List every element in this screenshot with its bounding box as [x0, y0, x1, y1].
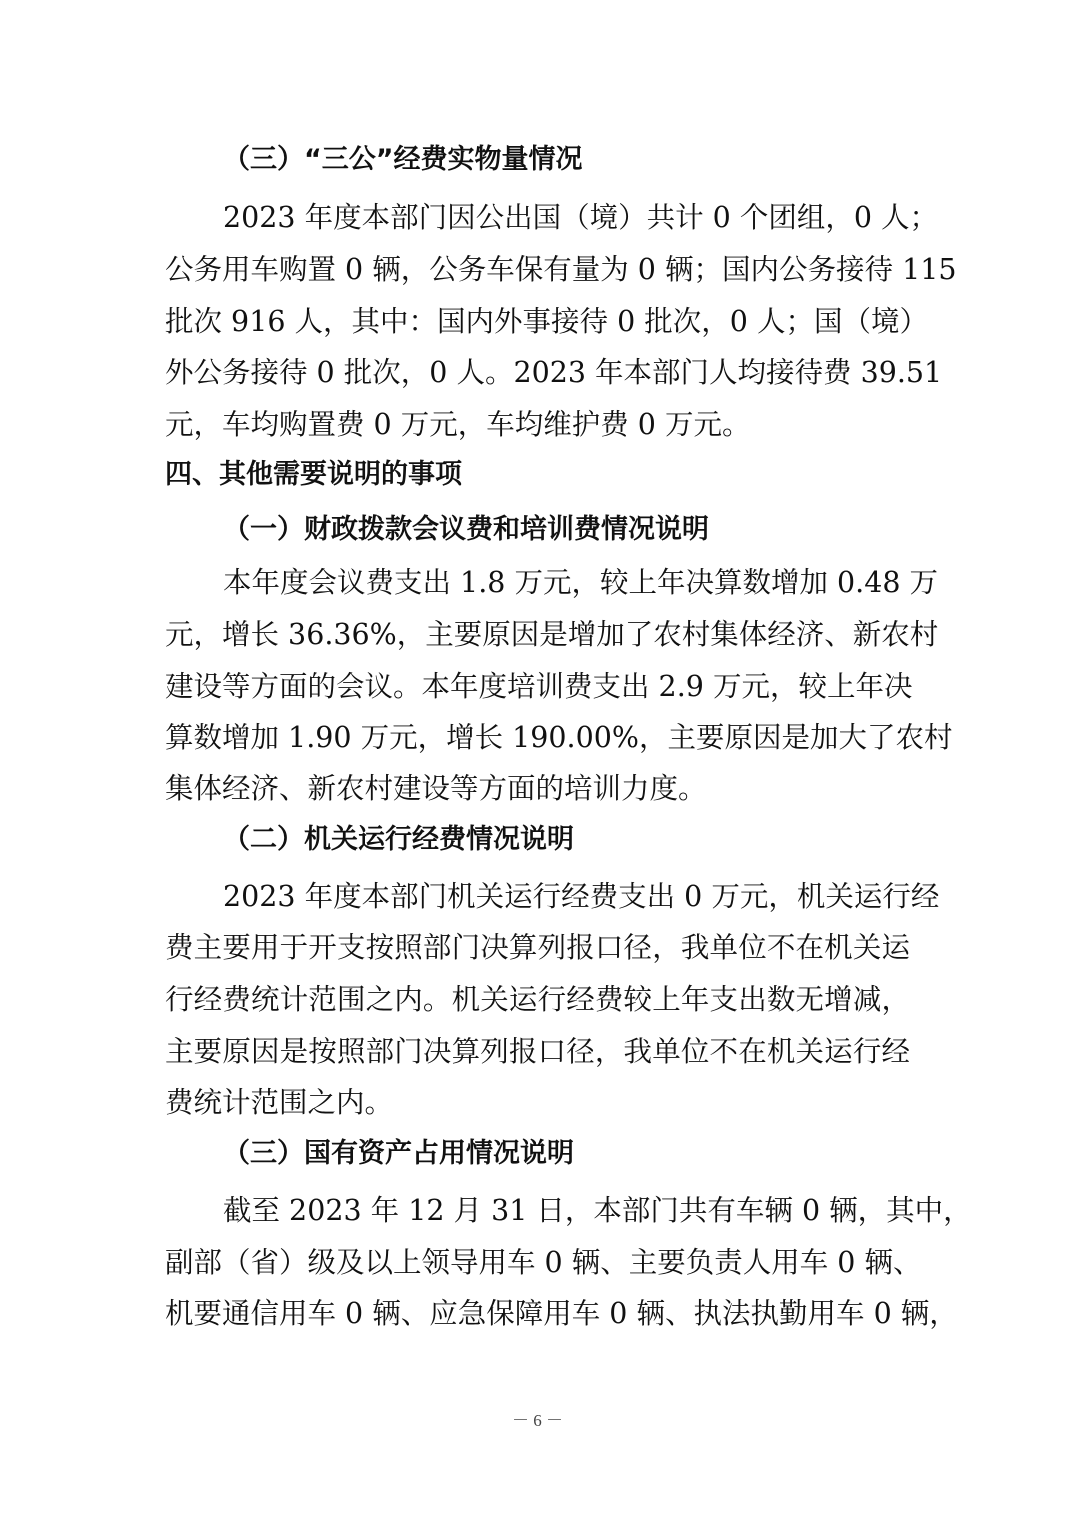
- heading-operating-expenses: （二）机关运行经费情况说明: [223, 824, 574, 855]
- paragraph-line: 机要通信用车 0 辆、应急保障用车 0 辆、执法执勤用车 0 辆，: [165, 1297, 958, 1330]
- paragraph-line: 公务用车购置 0 辆，公务车保有量为 0 辆；国内公务接待 115: [165, 253, 957, 286]
- paragraph-line: 外公务接待 0 批次，0 人。2023 年本部门人均接待费 39.51: [165, 356, 943, 389]
- paragraph-line: 元，增长 36.36%，主要原因是增加了农村集体经济、新农村: [165, 618, 939, 651]
- paragraph-line: 建设等方面的会议。本年度培训费支出 2.9 万元，较上年决: [165, 670, 913, 703]
- paragraph-line: 算数增加 1.90 万元，增长 190.00%，主要原因是加大了农村: [165, 721, 953, 754]
- paragraph-line: 本年度会议费支出 1.8 万元，较上年决算数增加 0.48 万: [223, 566, 939, 599]
- paragraph-line: 截至 2023 年 12 月 31 日，本部门共有车辆 0 辆，其中，: [223, 1194, 972, 1227]
- heading-sangong-quantity: （三）“三公”经费实物量情况: [223, 144, 583, 175]
- heading-state-assets: （三）国有资产占用情况说明: [223, 1138, 574, 1169]
- section-heading-other-matters: 四、其他需要说明的事项: [165, 459, 462, 490]
- paragraph-line: 2023 年度本部门因公出国（境）共计 0 个团组，0 人；: [223, 201, 939, 234]
- page-number: － 6 －: [512, 1411, 563, 1430]
- heading-meeting-training-fees: （一）财政拨款会议费和培训费情况说明: [223, 514, 709, 545]
- paragraph-line: 批次 916 人，其中：国内外事接待 0 批次，0 人；国（境）: [165, 305, 928, 338]
- paragraph-line: 元，车均购置费 0 万元，车均维护费 0 万元。: [165, 408, 751, 441]
- paragraph-line: 主要原因是按照部门决算列报口径，我单位不在机关运行经: [165, 1035, 910, 1068]
- paragraph-line: 费统计范围之内。: [165, 1086, 394, 1119]
- paragraph-line: 副部（省）级及以上领导用车 0 辆、主要负责人用车 0 辆、: [165, 1246, 922, 1279]
- paragraph-line: 费主要用于开支按照部门决算列报口径，我单位不在机关运: [165, 931, 910, 964]
- paragraph-line: 行经费统计范围之内。机关运行经费较上年支出数无增减，: [165, 983, 910, 1016]
- paragraph-line: 集体经济、新农村建设等方面的培训力度。: [165, 772, 707, 805]
- paragraph-line: 2023 年度本部门机关运行经费支出 0 万元，机关运行经: [223, 880, 940, 913]
